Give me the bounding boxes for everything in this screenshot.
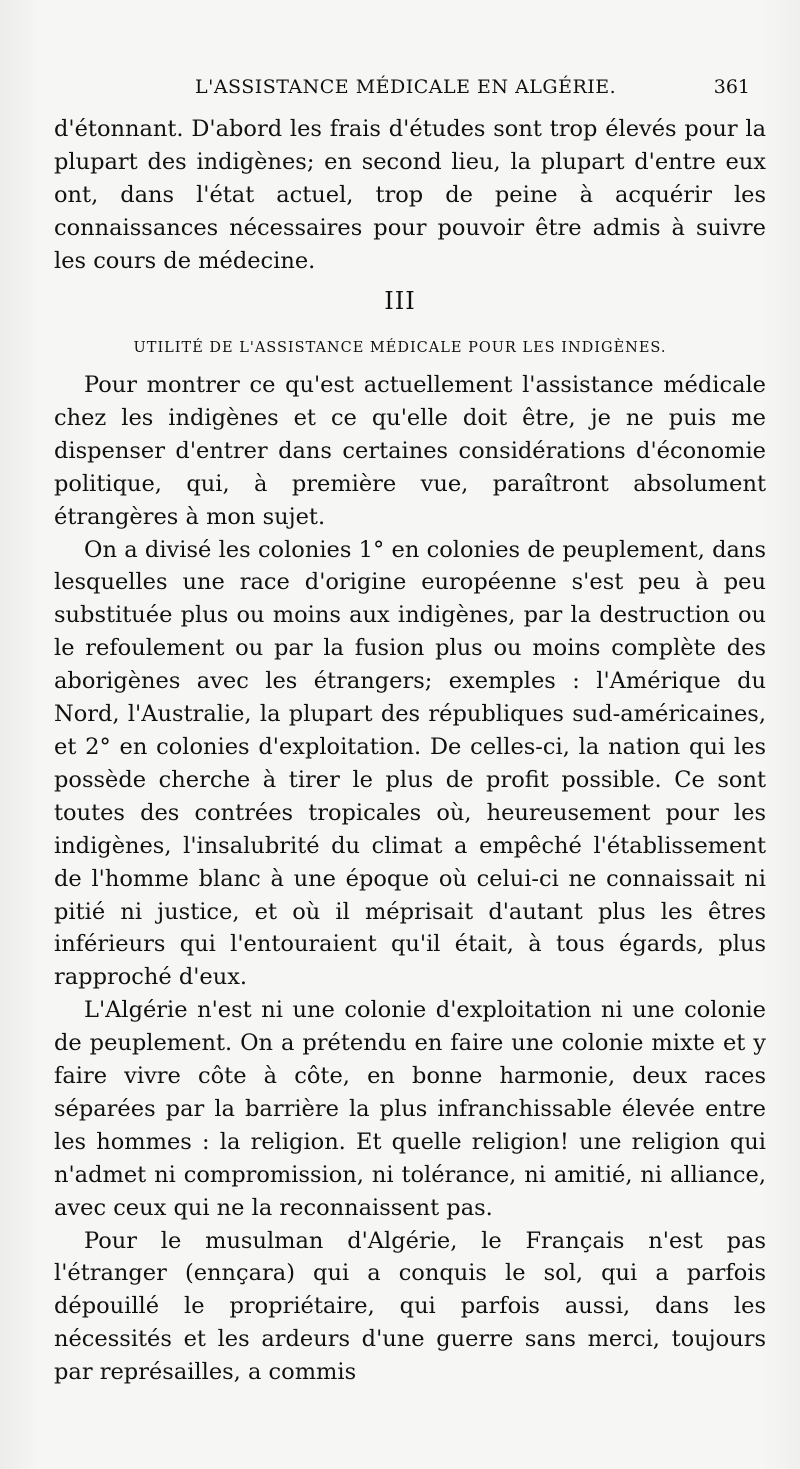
running-head [100,76,750,104]
section-number: III [384,287,416,315]
running-title: L'ASSISTANCE MÉDICALE EN ALGÉRIE. [195,76,617,98]
paragraph: Pour montrer ce qu'est actuellement l'assistance médicale chez les indigènes et ce qu'elle doit être, je ne puis me dispenser d'entrer dans certaines considérations d'économie politique, qui, à première vue, paraîtront absolument étrangères à mon sujet. [54,372,766,530]
section-title: UTILITÉ DE L'ASSISTANCE MÉDICALE POUR LES INDIGÈNES. [133,340,667,356]
paragraph: Pour le musulman d'Algérie, le Français n'est pas l'étranger (ennçara) qui a conquis le sol, qui a parfois dépouillé le propriétaire, qui parfois aussi, dans les nécessités et les ardeurs d'une guerre sans merci, toujours par représailles, a commis [54,1227,766,1386]
page-number: 361 [713,76,750,98]
opening-paragraph: d'étonnant. D'abord les frais d'études sont trop élevés pour la plupart des indigènes; en second lieu, la plupart d'entre eux ont, dans l'état actuel, trop de peine à acquérir les connaissances nécessaires pour pouvoir être admis à suivre les cours de médecine. [54,116,766,274]
opening-paragraph-block [54,113,766,278]
paragraph: L'Algérie n'est ni une colonie d'exploitation ni une colonie de peuplement. On a prétendu en faire une colonie mixte et y faire vivre côte à côte, en bonne harmonie, deux races séparées par la barrière la plus infranchissable élevée entre les hommes : la religion. Et quelle religion! une religion qui n'admet ni compromission, ni tolérance, ni amitié, ni alliance, avec ceux qui ne la reconnaissent pas. [54,997,766,1221]
paragraph: On a divisé les colonies 1° en colonies de peuplement, dans lesquelles une race d'origine européenne s'est peu à peu substituée plus ou moins aux indigènes, par la destruction ou le refoulement ou par la fusion plus ou moins complète des aborigènes avec les étrangers; exemples : l'Amérique du Nord, l'Australie, la plupart des républiques sud-américaines, et 2° en colonies d'exploitation. De celles-ci, la nation qui les possède cherche à tirer le plus de profit possible. Ce sont toutes des contrées tropicales où, heureusement pour les indigènes, l'insalubrité du climat a empêché l'établissement de l'homme blanc à une époque où celui-ci ne connaissait ni pitié ni justice, et où il méprisait d'autant plus les êtres inférieurs qui l'entouraient qu'il était, à tous égards, plus rapproché d'eux. [54,536,766,991]
body-text-block [54,369,766,1389]
